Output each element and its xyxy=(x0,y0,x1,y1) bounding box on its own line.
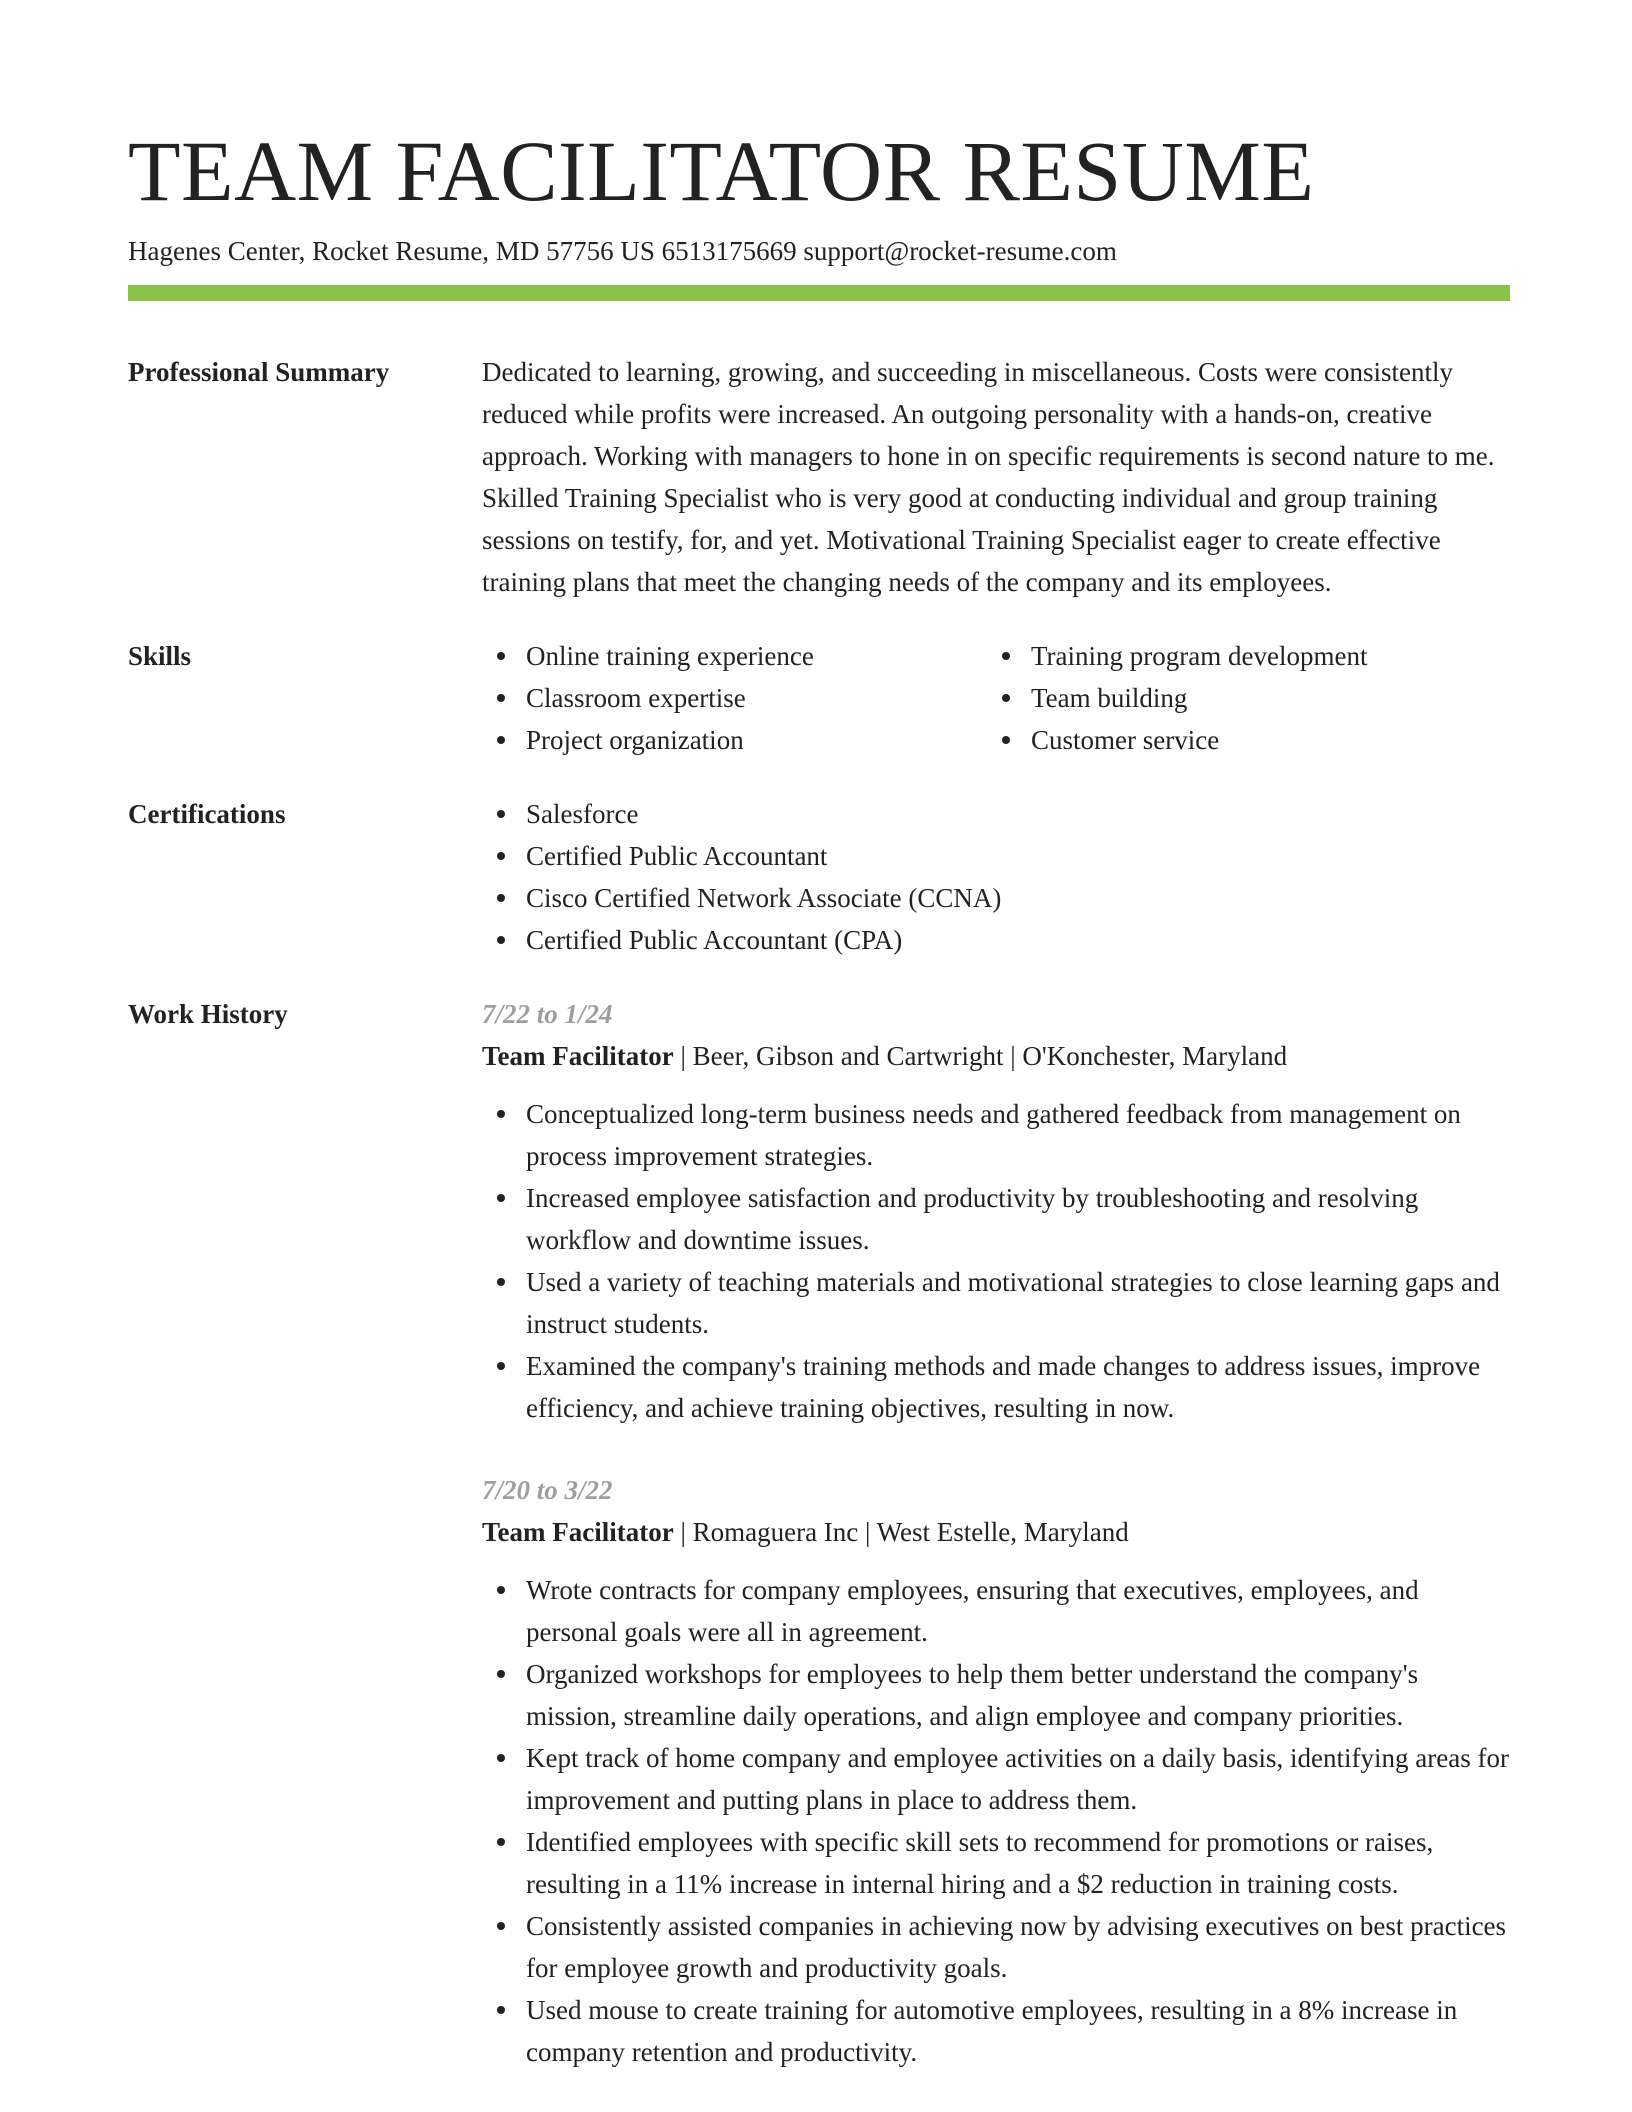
job-bullets xyxy=(482,1569,1510,2073)
job-dates: 7/22 to 1/24 xyxy=(482,999,613,1029)
job-bullet: Increased employee satisfaction and productivity by troubleshooting and resolving workflow and downtime issues. xyxy=(482,1177,1510,1261)
job-bullet: Wrote contracts for company employees, ensuring that executives, employees, and personal goals were all in agreement. xyxy=(482,1569,1510,1653)
work-history-section xyxy=(128,993,1510,2073)
job-title: Team Facilitator xyxy=(482,1517,674,1547)
skill-item: Online training experience xyxy=(482,635,987,677)
job-entry xyxy=(482,993,1510,1429)
job-bullet: Identified employees with specific skill sets to recommend for promotions or raises, resulting in a 11% increase in internal hiring and a $2 reduction in training costs. xyxy=(482,1821,1510,1905)
skills-section xyxy=(128,635,1510,761)
certifications-label: Certifications xyxy=(128,799,286,829)
skills-list-right xyxy=(987,635,1492,761)
job-employer-location: | Beer, Gibson and Cartwright | O'Konchester, Maryland xyxy=(673,1041,1288,1071)
job-bullets xyxy=(482,1093,1510,1429)
skill-item: Team building xyxy=(987,677,1492,719)
job-bullet: Conceptualized long-term business needs and gathered feedback from management on process improvement strategies. xyxy=(482,1093,1510,1177)
summary-label: Professional Summary xyxy=(128,357,390,387)
resume-page xyxy=(128,0,1510,2073)
skill-item: Classroom expertise xyxy=(482,677,987,719)
job-bullet: Organized workshops for employees to help them better understand the company's mission, streamline daily operations, and align employee and company priorities. xyxy=(482,1653,1510,1737)
job-title-line xyxy=(482,1035,1510,1077)
summary-section xyxy=(128,351,1510,603)
job-bullet: Consistently assisted companies in achieving now by advising executives on best practices for employee growth and productivity goals. xyxy=(482,1905,1510,1989)
job-title-line xyxy=(482,1511,1510,1553)
job-title: Team Facilitator xyxy=(482,1041,674,1071)
skill-item: Customer service xyxy=(987,719,1492,761)
accent-divider xyxy=(128,285,1510,301)
certifications-list xyxy=(482,793,1510,961)
job-entry xyxy=(482,1469,1510,2073)
certification-item: Cisco Certified Network Associate (CCNA) xyxy=(482,877,1510,919)
certification-item: Certified Public Accountant xyxy=(482,835,1510,877)
skill-item: Training program development xyxy=(987,635,1492,677)
job-bullet: Kept track of home company and employee activities on a daily basis, identifying areas for improvement and putting plans in place to address them. xyxy=(482,1737,1510,1821)
certification-item: Certified Public Accountant (CPA) xyxy=(482,919,1510,961)
job-employer-location: | Romaguera Inc | West Estelle, Maryland xyxy=(673,1517,1129,1547)
job-bullet: Used a variety of teaching materials and motivational strategies to close learning gaps and instruct students. xyxy=(482,1261,1510,1345)
skills-list-left xyxy=(482,635,987,761)
skills-label: Skills xyxy=(128,641,192,671)
skill-item: Project organization xyxy=(482,719,987,761)
summary-text: Dedicated to learning, growing, and succeeding in miscellaneous. Costs were consistently reduced while profits were increased. An outgoing personality with a hands-on, creative approach. Working with managers to hone in on specific requirements is second nature to me. Skilled Training Specialist who is very good at conducting individual and group training sessions on testify, for, and yet. Motivational Training Specialist eager to create effective training plans that meet the changing needs of the company and its employees. xyxy=(482,357,1495,597)
resume-title: TEAM FACILITATOR RESUME xyxy=(128,123,1315,219)
job-bullet: Examined the company's training methods and made changes to address issues, improve efficiency, and achieve training objectives, resulting in now. xyxy=(482,1345,1510,1429)
certifications-section xyxy=(128,793,1510,961)
job-dates: 7/20 to 3/22 xyxy=(482,1475,613,1505)
job-bullet: Used mouse to create training for automotive employees, resulting in a 8% increase in company retention and productivity. xyxy=(482,1989,1510,2073)
work-history-label: Work History xyxy=(128,999,288,1029)
contact-line: Hagenes Center, Rocket Resume, MD 57756 US 6513175669 support@rocket-resume.com xyxy=(128,236,1117,266)
certification-item: Salesforce xyxy=(482,793,1510,835)
